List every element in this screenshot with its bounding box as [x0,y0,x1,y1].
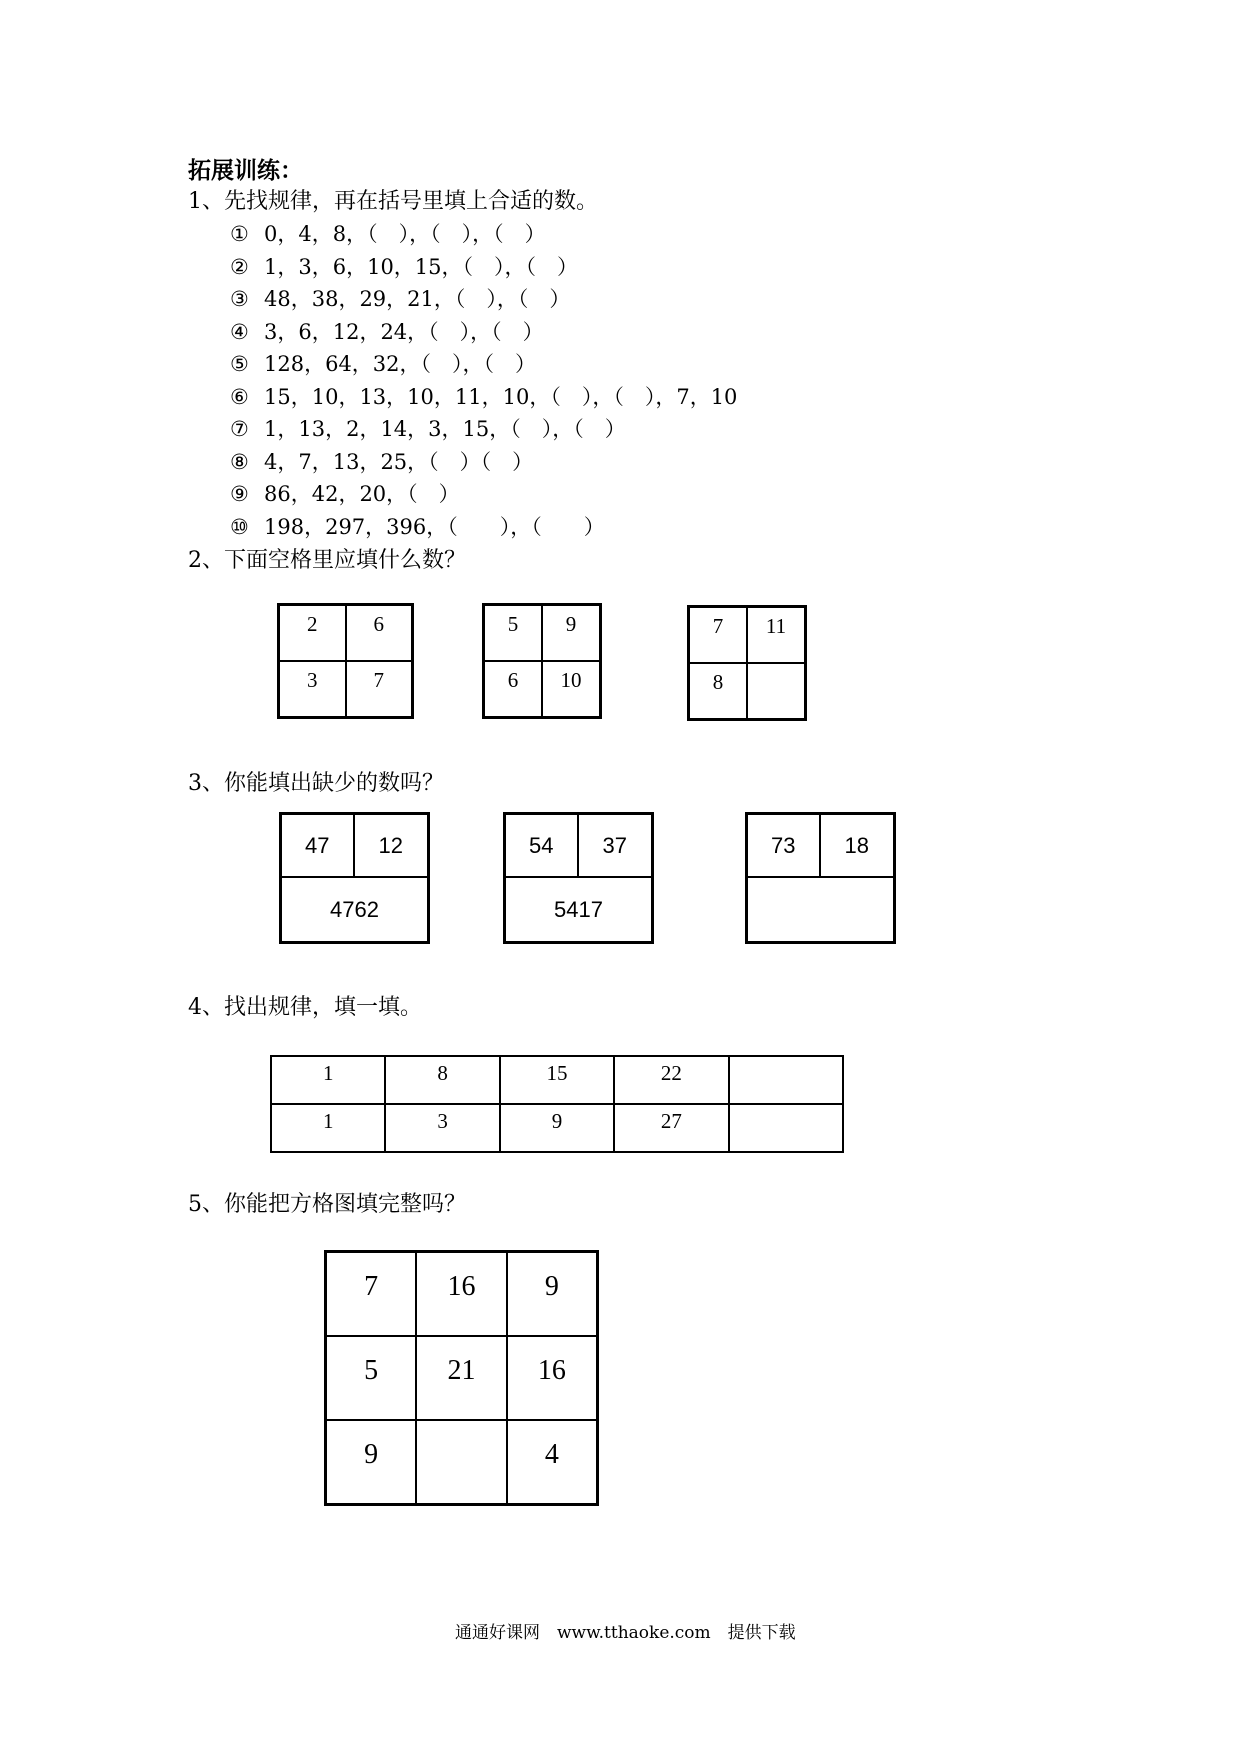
q1-item-text: 4，7，13，25，（ ）（ ） [264,450,534,474]
grid-cell: 2 [279,605,346,661]
q5-grid [324,1250,599,1506]
q2-grid-3 [687,605,807,721]
q1-item-mark: ③ [230,287,249,311]
q3-box-1 [279,812,430,944]
q1-item-7 [230,413,626,443]
grid-cell: 6 [346,605,413,661]
q1-item-text: 0，4，8，（ ），（ ），（ ） [264,222,546,246]
q1-item-text: 3，6，12，24，（ ），（ ） [264,320,544,344]
worksheet-title: 拓展训练： [188,157,303,184]
q1-item-text: 86，42，20，（ ） [264,482,460,506]
q1-item-mark: ⑤ [230,352,249,376]
grid-cell: 16 [507,1336,597,1420]
box-top-left: 47 [282,815,355,878]
grid-cell: 16 [416,1252,506,1336]
table-cell: 22 [614,1056,728,1104]
q1-item-mark: ② [230,255,249,279]
q2-grid-2 [482,603,602,719]
grid-cell: 5 [484,605,542,661]
grid-cell: 9 [542,605,600,661]
grid-cell: 7 [346,661,413,717]
table-cell: 8 [385,1056,499,1104]
q3-box-2 [503,812,654,944]
q1-item-6 [230,381,737,411]
grid-cell: 9 [507,1252,597,1336]
table-cell: 15 [500,1056,614,1104]
table-cell: 3 [385,1104,499,1152]
q3-box-3 [745,812,896,944]
table-row [271,1104,843,1152]
q1-item-8 [230,446,533,476]
q1-item-mark: ⑨ [230,482,249,506]
grid-cell: 9 [326,1420,416,1504]
q1-heading: 1、先找规律，再在括号里填上合适的数。 [188,189,598,214]
q1-item-2 [230,251,578,281]
q3-heading: 3、你能填出缺少的数吗？ [188,771,444,796]
q1-item-1 [230,218,546,248]
q1-item-text: 128，64，32，（ ），（ ） [264,352,537,376]
box-top-right: 37 [579,815,652,878]
grid-cell: 21 [416,1336,506,1420]
table-cell: 1 [271,1056,385,1104]
q1-item-text: 48，38，29，21，（ ），（ ） [264,287,571,311]
q1-item-4 [230,316,544,346]
q1-item-text: 198，297，396，（ ），（ ） [264,515,605,539]
q1-item-mark: ⑥ [230,385,249,409]
grid-cell: 8 [689,663,747,719]
grid-cell: 3 [279,661,346,717]
q5-heading: 5、你能把方格图填完整吗？ [188,1192,466,1217]
table-row [271,1056,843,1104]
table-cell: 27 [614,1104,728,1152]
grid-cell: 6 [484,661,542,717]
q1-item-text: 1，13，2，14，3，15，（ ），（ ） [264,417,626,441]
q1-item-10 [230,511,605,541]
grid-cell: 5 [326,1336,416,1420]
q1-item-mark: ⑦ [230,417,249,441]
q1-item-3 [230,283,570,313]
box-bottom: 5417 [554,896,603,922]
grid-cell: 10 [542,661,600,717]
table-cell-blank [729,1056,843,1104]
q1-item-5 [230,348,536,378]
q1-item-mark: ④ [230,320,249,344]
grid-cell: 11 [747,607,805,663]
page-footer: 通通好课网 www.tthaoke.com 提供下载 [455,1623,796,1643]
grid-cell: 7 [689,607,747,663]
box-bottom: 4762 [330,896,379,922]
grid-cell: 4 [507,1420,597,1504]
box-top-right: 18 [821,815,894,878]
box-top-left: 54 [506,815,579,878]
grid-cell-blank [747,663,805,719]
q1-item-mark: ⑩ [230,515,249,539]
q1-item-mark: ① [230,222,249,246]
q1-item-text: 1，3，6，10，15，（ ），（ ） [264,255,579,279]
q1-item-text: 15，10，13，10，11，10，（ ），（ ），7，10 [264,385,738,409]
grid-cell: 7 [326,1252,416,1336]
table-cell-blank [729,1104,843,1152]
box-bottom-blank [748,878,893,941]
q4-table [270,1055,844,1153]
grid-cell-blank [416,1420,506,1504]
table-cell: 9 [500,1104,614,1152]
q2-heading: 2、下面空格里应填什么数？ [188,548,466,573]
q1-item-mark: ⑧ [230,450,249,474]
box-top-right: 12 [355,815,428,878]
box-top-left: 73 [748,815,821,878]
q4-heading: 4、找出规律，填一填。 [188,995,422,1020]
q1-item-9 [230,478,460,508]
q2-grid-1 [277,603,414,719]
table-cell: 1 [271,1104,385,1152]
